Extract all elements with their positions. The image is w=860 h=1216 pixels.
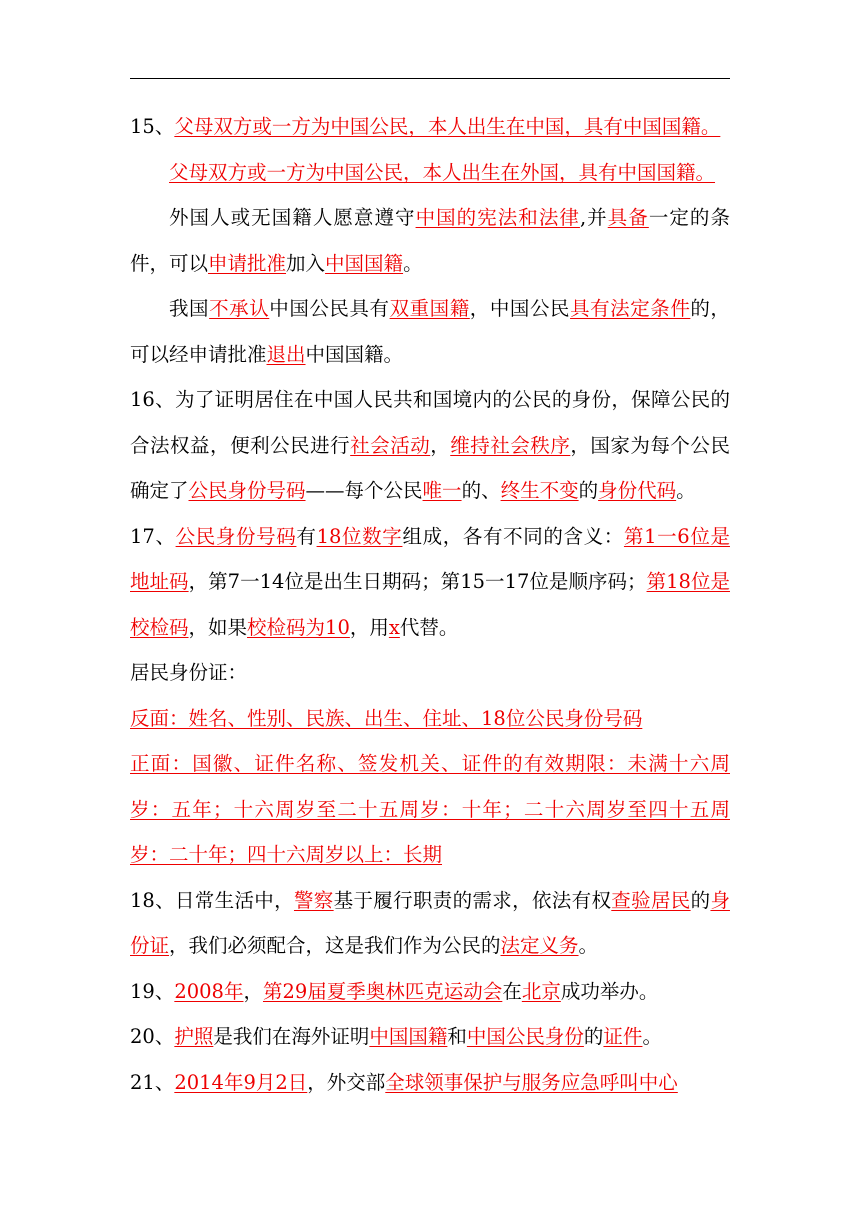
text-run: ，用 bbox=[349, 615, 389, 639]
text-run: 一定的条件，可以 bbox=[130, 206, 730, 275]
text-run: 21、 bbox=[130, 1070, 175, 1094]
highlighted-text-run: 公民身份号码 bbox=[188, 479, 306, 502]
text-run: 居民身份证： bbox=[130, 661, 248, 684]
id-card-front bbox=[130, 741, 730, 878]
highlighted-text-run: 全球领事保护与服务应急呼叫中心 bbox=[385, 1070, 678, 1094]
text-run: 和 bbox=[447, 1025, 467, 1048]
text-run: 中国公民具有 bbox=[269, 297, 390, 320]
text-run: ，我们必须配合，这是我们作为公民的 bbox=[169, 934, 501, 957]
text-run: 的 bbox=[578, 479, 599, 502]
highlighted-text-run: 护照 bbox=[174, 1025, 214, 1048]
text-run: 19、 bbox=[130, 979, 175, 1003]
text-run: 。 bbox=[578, 934, 599, 957]
highlighted-text-run: 中国国籍 bbox=[325, 251, 404, 275]
text-run: 的 bbox=[690, 888, 711, 912]
id-card-heading bbox=[130, 650, 730, 696]
item-19 bbox=[130, 969, 730, 1015]
highlighted-text-run: 父母双方或一方为中国公民，本人出生在外国，具有中国国籍。 bbox=[169, 160, 716, 184]
item-16 bbox=[130, 377, 730, 514]
text-run: ，国家为每个公民确定了 bbox=[130, 433, 730, 502]
highlighted-text-run: 第29届夏季奥林匹克运动会 bbox=[262, 979, 503, 1003]
item-17 bbox=[130, 514, 730, 651]
text-run: 18、日常生活中， bbox=[130, 888, 294, 912]
text-run: 组成，各有不同的含义： bbox=[402, 524, 624, 548]
highlighted-text-run: 2008年 bbox=[174, 979, 244, 1003]
text-run: 加入 bbox=[286, 251, 326, 275]
highlighted-text-run: 正面：国徽、证件名称、签发机关、证件的有效期限：未满十六周岁：五年；十六周岁至二十五周岁：十年；二十六周岁至四十五周岁：二十年；四十六周岁以上：长期 bbox=[130, 752, 730, 866]
highlighted-text-run: 警察 bbox=[293, 888, 334, 912]
highlighted-text-run: 法定义务 bbox=[500, 934, 579, 957]
highlighted-text-run: 第1一6位是地址码 bbox=[130, 524, 730, 593]
highlighted-text-run: x bbox=[388, 615, 400, 639]
text-run: 外国人或无国籍人愿意遵守 bbox=[169, 206, 416, 229]
highlighted-text-run: 终生不变 bbox=[500, 479, 579, 502]
text-run: 15、 bbox=[130, 115, 175, 138]
highlighted-text-run: 社会活动 bbox=[350, 433, 431, 457]
highlighted-text-run: 身份代码 bbox=[598, 479, 677, 502]
highlighted-text-run: 申请批准 bbox=[208, 251, 287, 275]
item-20 bbox=[130, 1014, 730, 1060]
highlighted-text-run: 18位数字 bbox=[316, 524, 403, 548]
text-run: 在 bbox=[502, 979, 522, 1003]
highlighted-text-run: 第18位是校检码 bbox=[130, 570, 730, 639]
text-run: 成功举办。 bbox=[560, 979, 659, 1003]
text-run: ，中国公民 bbox=[469, 297, 571, 320]
text-run: ，第7一14位是出生日期码；第15一17位是顺序码； bbox=[188, 570, 647, 593]
text-run: ——每个公民 bbox=[305, 479, 423, 502]
highlighted-text-run: 退出 bbox=[266, 342, 306, 366]
text-run: 的，可以经申请批准 bbox=[130, 297, 730, 366]
text-run: 的、 bbox=[461, 479, 501, 502]
text-run: 。 bbox=[403, 251, 423, 275]
text-run: ，外交部 bbox=[307, 1070, 386, 1094]
highlighted-text-run: 不承认 bbox=[209, 297, 270, 320]
text-run: 中国国籍。 bbox=[305, 342, 404, 366]
highlighted-text-run: 中国国籍 bbox=[369, 1025, 448, 1048]
text-run: 16、为了证明居住在中国人民共和国境内的公民的身份，保障公民的合法权益，便利公民进行 bbox=[130, 388, 730, 457]
item-15-foreigner bbox=[130, 195, 730, 286]
highlighted-text-run: 校检码为10 bbox=[247, 615, 350, 639]
text-run: ，如果 bbox=[188, 615, 248, 639]
text-run: ， bbox=[430, 433, 451, 457]
highlighted-text-run: 具备 bbox=[607, 206, 649, 229]
item-21 bbox=[130, 1060, 730, 1106]
text-run: 有 bbox=[296, 524, 317, 548]
highlighted-text-run: 唯一 bbox=[422, 479, 462, 502]
highlighted-text-run: 公民身份号码 bbox=[175, 524, 297, 548]
highlighted-text-run: 维持社会秩序 bbox=[450, 433, 571, 457]
text-run: 。 bbox=[676, 479, 696, 502]
id-card-back bbox=[130, 696, 730, 742]
text-run: 17、 bbox=[130, 524, 176, 548]
text-run: 我国 bbox=[169, 297, 210, 320]
text-run: 代替。 bbox=[399, 615, 459, 639]
highlighted-text-run: 父母双方或一方为中国公民，本人出生在中国，具有中国国籍。 bbox=[174, 115, 721, 138]
highlighted-text-run: 中国公民身份 bbox=[466, 1025, 584, 1048]
text-run: ， bbox=[243, 979, 263, 1003]
item-18 bbox=[130, 878, 730, 969]
highlighted-text-run: 中国的宪法和法律 bbox=[415, 206, 580, 229]
highlighted-text-run: 反面：姓名、性别、民族、出生、住址、18位公民身份号码 bbox=[130, 706, 643, 730]
highlighted-text-run: 双重国籍 bbox=[389, 297, 470, 320]
text-run: 是我们在海外证明 bbox=[213, 1025, 370, 1048]
highlighted-text-run: 2014年9月2日 bbox=[174, 1070, 308, 1094]
highlighted-text-run: 具有法定条件 bbox=[570, 297, 691, 320]
header-rule bbox=[130, 78, 730, 79]
item-15-line-2 bbox=[130, 150, 730, 196]
text-run: 。 bbox=[642, 1025, 662, 1048]
item-15-line-1 bbox=[130, 104, 730, 150]
item-15-dual bbox=[130, 286, 730, 377]
highlighted-text-run: 北京 bbox=[521, 979, 561, 1003]
text-run: ,并 bbox=[579, 206, 608, 229]
text-run: 基于履行职责的需求，依法有权 bbox=[333, 888, 612, 912]
text-run: 的 bbox=[583, 1025, 604, 1048]
highlighted-text-run: 查验居民 bbox=[611, 888, 691, 912]
highlighted-text-run: 证件 bbox=[603, 1025, 643, 1048]
text-run: 20、 bbox=[130, 1025, 175, 1048]
document-body bbox=[130, 104, 730, 1105]
highlighted-text-run: 身份证 bbox=[130, 888, 730, 957]
